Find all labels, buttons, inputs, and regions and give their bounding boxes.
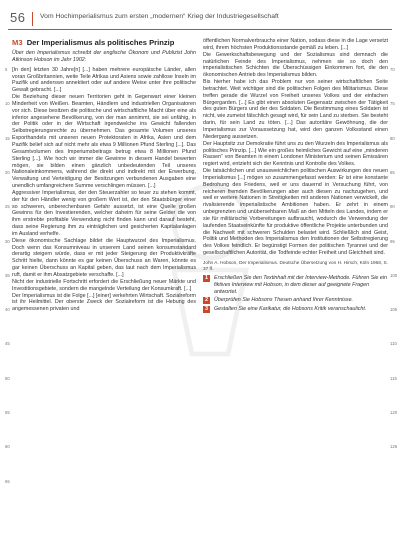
line-number: 5 [5,67,8,72]
line-number: 75 [390,101,395,107]
line-number: 125 [390,444,398,450]
body-paragraph: Der Imperialismus ist die Folge [...] [einer] verkehrten Wirtschaft. Sozialreform ist ihr Heilmittel. Der oberste Zweck der Sozialreform ist die Hebung des angemessenen privaten und [12,292,196,313]
body-paragraph: Die tatsächlichen und unausweichlichen politischen Auswirkungen des neuen Imperialismus [...] mögen so zusammengefasst werden: Er ist eine konstante Bedrohung des Friedens, weil er uns dauernd in Versuchung führt, von reicheren fremden Bevölkerungen aber auch diesen zu nachzugehen, und weil er weitere Nationen in Streitigkeiten mit anderen Nationen verwickelt, die rivalisierende imperialistische Ambitionen haben. Er zehrt in einem unbegrenzten und unübersehbaren Maß an den Mitteln des Landes, indem er sie für militärische Vorbereitungen aufbraucht, wodurch die Verwendung der laufenden Staatseinkünfte für produktive öffentliche Projekte unterbunden und die Nachwelt mit schweren Schulden belastet wird. Schließlich sind Geist, Politik und Methoden des Imperialismus den Institutionen der Selbstregierung des Volkes feindlich. Er begünstigt Formen der politischen Tyrannei und der gesellschaftlichen Autorität, die Todfeinde echter Freiheit und Gleichheit sind. [203,168,388,257]
running-title: Vom Hochimperialismus zum ersten „modernen“ Krieg der Industriegesellschaft [40,13,279,20]
section-heading [12,38,196,47]
line-number: 40 [5,307,10,313]
line-number: 115 [390,375,397,381]
line-number: 105 [390,307,398,313]
body-paragraph: Diese ökonomische Sachlage bildet die Hauptwurzel des Imperialismus. Doch wenn das Konsumniveau in unserem Land seinen konsumstandard derartig steigern würde, dass er mit jeder Steigerung der Produktivkräfte Schritt hielte, dann könnte es gar keinen Überschuss an Waren, könnte es gar keinen Überschuss an Kapital geben, das laut nach dem Imperialismus ruft, damit er ihm Absatzgebiete verschaffe. [...] [12,237,196,278]
line-number: 95 [390,238,395,244]
task-text: Erschließen Sie den Textinhalt mit der Interview-Methode. Führen Sie ein fiktives Interview mit Hobson, in dem dieser auf geeignete Fragen antwortet. [214,275,387,295]
body-paragraph: Nicht der industrielle Fortschritt erfordert die Erschließung neuer Märkte und Investitionsgebiete, sondern die mangelnde Verteilung der Konsumkraft. [...] [12,278,196,292]
task-number-badge: 2 [204,297,209,304]
line-number: 30 [5,238,10,244]
task-item [203,306,388,313]
task-item [203,275,388,296]
line-number: 90 [390,204,395,210]
line-number: 60 [5,444,10,450]
body-paragraph: Die Beziehung dieser neuen Territorien geht in Gegenwart einer kleinen Minderheit von Weißen. Beamten, Händlern und industriellen Organisatoren vor sich. Diese besitzen die politische und wirtschaftliche Macht über eine als inferior angesehene Bevölkerung, von der man annimmt, sie sei unfähig, in der Politik oder in der Wirtschaft irgendwelche ins Gewicht fallenden Selbstregierungsrechte zu übernehmen. Das gesamte Volumen unseres Exporthandels mit unseren neuen Protektoraten in Afrika, Asien und dem Pazifik belief sich auf nicht mehr als etwa 9 Millionen Pfund Sterling [...]. Das Gesamtvolumen des Imperiumsbeitrags betrug etwa 8 Millionen Pfund Sterling [...]. Wie hoch wir immer die Gewinne in diesem Handel bewerten mögen, sie bilden einen gänzlich unbedeutenden Teil unseres Nationaleinkommens, während die direkt und indirekt mit der Erwerbung, Verwaltung und Verteidigung der Besitzungen verbundenen Ausgaben eine unendlich umfangreichere Summe verschlingen müssen. [...] [12,94,196,190]
line-number: 70 [390,67,395,72]
body-paragraph: [In den] letzten 30 Jahre[n] [...] haben mehrere europäische Länder, allen voran Großbritannien, weite Teile Afrikas und Asiens sowie zahllose Inseln im Pazifik und anderswo annektiert oder auf andere Weise unter ihre politische Gewalt gebracht. [...] [12,66,196,94]
right-column [203,38,388,314]
line-number: 80 [390,135,395,141]
line-number: 85 [390,169,395,175]
body-paragraph: Der Hauptsitz zur Demokratie führt uns zu den Wurzeln des Imperialismus als politisches Prinzip. [...] Wie ein großes heimliches Gewicht auf eine „minderen Rassen“ von Beamten in einem Londoner Ministerium und seinen Emissären regiert wird, entzieht sich der Kenntnis und Kontrolle des Volkes. [203,140,388,168]
task-number-badge: 1 [204,275,209,282]
task-number-badge: 3 [204,305,209,312]
line-number: 120 [390,410,398,415]
source-citation: John A. Hobson, Der Imperialismus. Deutsche Übersetzung von H. Hirsch, Köln 1968, S. 37 ff. [203,260,388,271]
line-number: 15 [5,135,10,141]
left-column [12,38,196,313]
material-label: M3 [12,38,23,47]
body-paragraph: Bis hierher habe ich das Problem nur von seiner wirtschaftlichen Seite betrachtet. Weit wichtiger sind die politischen Folgen des Militarismus. Diese treffen gerade die Wurzel von Freiheit unseres Volkes und der einfachen Bürgergarden. [...] Es gibt einen absoluten Gegensatz zwischen der Tätigkeit des guten Bürgers und der des Soldaten. Die Bestimmung eines Soldaten ist nicht, wie zumeist fälschlich gesagt wird, für sein Land zu sterben. Sie besteht darin, für sein Land zu töten. [...] Das autoritäre Gewöhnung, die der Imperialismus zur Voraussetzung hat, wird den ganzen Volksstand einen Niedergang aussetzen. [203,79,388,140]
line-number: 55 [5,410,10,415]
header-rule-line [8,29,392,30]
intro-text: Über den Imperialismus schreibt der englische Ökonom und Publizist John Atkinson Hobson im Jahr 1902: [12,50,196,63]
task-item [203,297,388,304]
body-paragraph: Aggressiver Imperialismus, der den Steuerzahler so teuer zu stehen kommt, der für den Händler wenig von großem Wert ist, der den Staatsbürger einer so schweren, unberechenbaren Gefahr aussetzt, ist eine Quelle großen Gewinns für den Investierenden, welcher daheim für seine Gelder die von ihm erstrebte profitable Verwendung nicht finden kann und darauf besteht, dass seine Regierung ihm zu einträglichen und gesicherten Kapitalanlagen im Ausland verhelfe. [12,189,196,237]
header-divider [32,12,33,26]
line-number: 110 [390,341,397,347]
line-number: 45 [5,341,10,347]
line-number: 50 [5,375,10,381]
line-number: 65 [5,478,10,484]
task-text: Überprüfen Sie Hobsons Thesen anhand Ihrer Kenntnisse. [214,297,354,304]
line-number: 20 [5,169,10,175]
section-title: Der Imperialismus als politisches Prinzip [26,38,175,47]
task-text: Gestalten Sie eine Karikatur, die Hobsons Kritik veranschaulicht. [214,305,367,312]
page-number: 56 [10,10,26,25]
line-number: 35 [5,272,10,278]
page-header [0,0,400,30]
body-paragraph: Die Gewerkschaftsbewegung und der Sozialismus sind demnach die natürlichen Feinde des Imperialismus, nehmen sie so doch den imperialistischen Schichten die Überschüssigen Einkommen fort, die den ökonomischen Antrieb des Imperialismus bilden. [203,51,388,79]
line-number: 100 [390,272,398,278]
task-list [203,275,388,313]
line-number: 25 [5,204,10,210]
body-paragraph: öffentlichen Normalverbrauchs einer Nation, sodass diese in die Lage versetzt wird, ihrem höchsten Produktionsstande gemäß zu leben. [...] [203,38,388,51]
line-number: 10 [5,101,10,107]
